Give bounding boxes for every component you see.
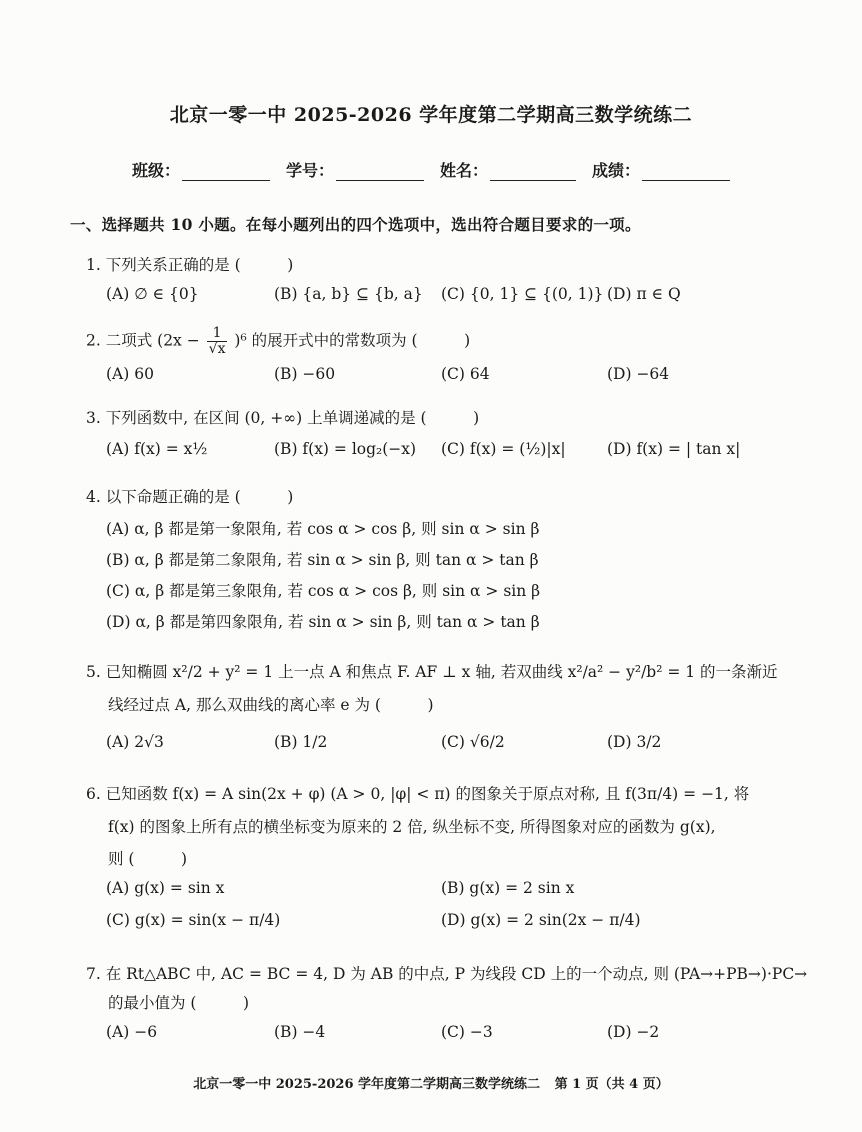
question-4-option-d: (D) α, β 都是第四象限角, 若 sin α > sin β, 则 tan α > tan β xyxy=(106,613,540,631)
question-7-option-c: (C) −3 xyxy=(441,1023,493,1041)
question-2-option-b: (B) −60 xyxy=(274,365,336,383)
question-2-option-c: (C) 64 xyxy=(441,365,490,383)
student-id-blank[interactable] xyxy=(336,164,424,181)
section-heading: 一、选择题共 10 小题。在每小题列出的四个选项中，选出符合题目要求的一项。 xyxy=(70,215,641,234)
question-1-option-d: (D) π ∈ Q xyxy=(607,285,681,303)
question-6-stem-line-1: 6. 已知函数 f(x) = A sin(2x + φ) (A > 0, |φ| < π) 的图象关于原点对称, 且 f(3π/4) = −1, 将 xyxy=(86,785,750,803)
page-footer xyxy=(0,1073,862,1092)
question-4-stem: 4. 以下命题正确的是 ( ) xyxy=(86,488,294,506)
score-field xyxy=(592,158,742,181)
question-5-option-c: (C) √6/2 xyxy=(441,733,505,751)
question-2-option-a: (A) 60 xyxy=(106,365,154,383)
question-3-option-c: (C) f(x) = (½)|x| xyxy=(441,440,566,458)
question-4-option-c: (C) α, β 都是第三象限角, 若 cos α > cos β, 则 sin α > sin β xyxy=(106,582,541,600)
footer-title: 北京一零一中 2025-2026 学年度第二学期高三数学统练二 xyxy=(193,1077,541,1092)
name-field xyxy=(440,158,588,181)
question-3-stem: 3. 下列函数中, 在区间 (0, +∞) 上单调递减的是 ( ) xyxy=(86,409,480,427)
question-2-stem-post: )⁶ 的展开式中的常数项为 ( ) xyxy=(234,331,471,350)
score-blank[interactable] xyxy=(642,164,730,181)
question-5-option-b: (B) 1/2 xyxy=(274,733,328,751)
question-2-stem xyxy=(86,326,806,357)
question-1-option-a: (A) ∅ ∈ {0} xyxy=(106,285,199,303)
question-6-option-b: (B) g(x) = 2 sin x xyxy=(441,879,575,897)
question-2-fraction xyxy=(207,326,228,357)
question-5-stem-line-1: 5. 已知椭圆 x²/2 + y² = 1 上一点 A 和焦点 F. AF ⊥ x 轴, 若双曲线 x²/a² − y²/b² = 1 的一条渐近 xyxy=(86,663,778,681)
question-7-option-d: (D) −2 xyxy=(607,1023,660,1041)
question-7-option-a: (A) −6 xyxy=(106,1023,158,1041)
question-7-stem-line-1: 7. 在 Rt△ABC 中, AC = BC = 4, D 为 AB 的中点, P 为线段 CD 上的一个动点, 则 (PA→+PB→)·PC→ xyxy=(86,965,808,983)
question-6-option-d: (D) g(x) = 2 sin(2x − π/4) xyxy=(441,911,641,929)
exam-title: 北京一零一中 2025-2026 学年度第二学期高三数学统练二 xyxy=(169,104,693,126)
question-7-option-b: (B) −4 xyxy=(274,1023,326,1041)
question-1-option-c: (C) {0, 1} ⊆ {(0, 1)} xyxy=(441,285,604,303)
question-3-option-d: (D) f(x) = | tan x| xyxy=(607,440,741,458)
name-blank[interactable] xyxy=(490,164,576,181)
question-2-fraction-den: √x xyxy=(208,341,226,357)
question-1-stem: 1. 下列关系正确的是 ( ) xyxy=(86,256,294,274)
question-5-stem-line-2: 线经过点 A, 那么双曲线的离心率 e 为 ( ) xyxy=(108,696,434,714)
class-blank[interactable] xyxy=(182,164,270,181)
name-label: 姓名： xyxy=(440,161,489,180)
question-6-stem-line-2: f(x) 的图象上所有点的横坐标变为原来的 2 倍, 纵坐标不变, 所得图象对应的函数为 g(x), xyxy=(108,818,716,836)
question-3-option-a: (A) f(x) = x½ xyxy=(106,440,208,458)
student-id-field xyxy=(286,158,436,181)
question-5-option-d: (D) 3/2 xyxy=(607,733,662,751)
question-3-option-b: (B) f(x) = log₂(−x) xyxy=(274,440,417,458)
question-4-option-b: (B) α, β 都是第二象限角, 若 sin α > sin β, 则 tan α > tan β xyxy=(106,551,539,569)
student-info-row xyxy=(132,158,752,181)
score-label: 成绩： xyxy=(592,161,641,180)
question-4-option-a: (A) α, β 都是第一象限角, 若 cos α > cos β, 则 sin α > sin β xyxy=(106,520,540,538)
class-field xyxy=(132,158,282,181)
question-6-stem-line-3: 则 ( ) xyxy=(108,850,188,868)
question-5-option-a: (A) 2√3 xyxy=(106,733,164,751)
question-2-fraction-num: 1 xyxy=(207,326,228,342)
question-1-option-b: (B) {a, b} ⊆ {b, a} xyxy=(274,285,423,303)
question-2-option-d: (D) −64 xyxy=(607,365,670,383)
class-label: 班级： xyxy=(132,161,181,180)
question-6-option-a: (A) g(x) = sin x xyxy=(106,879,225,897)
question-2-stem-pre: 2. 二项式 (2x − xyxy=(86,331,200,350)
student-id-label: 学号： xyxy=(286,161,335,180)
question-7-stem-line-2: 的最小值为 ( ) xyxy=(108,994,250,1012)
footer-page-number: 第 1 页（共 4 页） xyxy=(554,1077,669,1092)
question-6-option-c: (C) g(x) = sin(x − π/4) xyxy=(106,911,281,929)
